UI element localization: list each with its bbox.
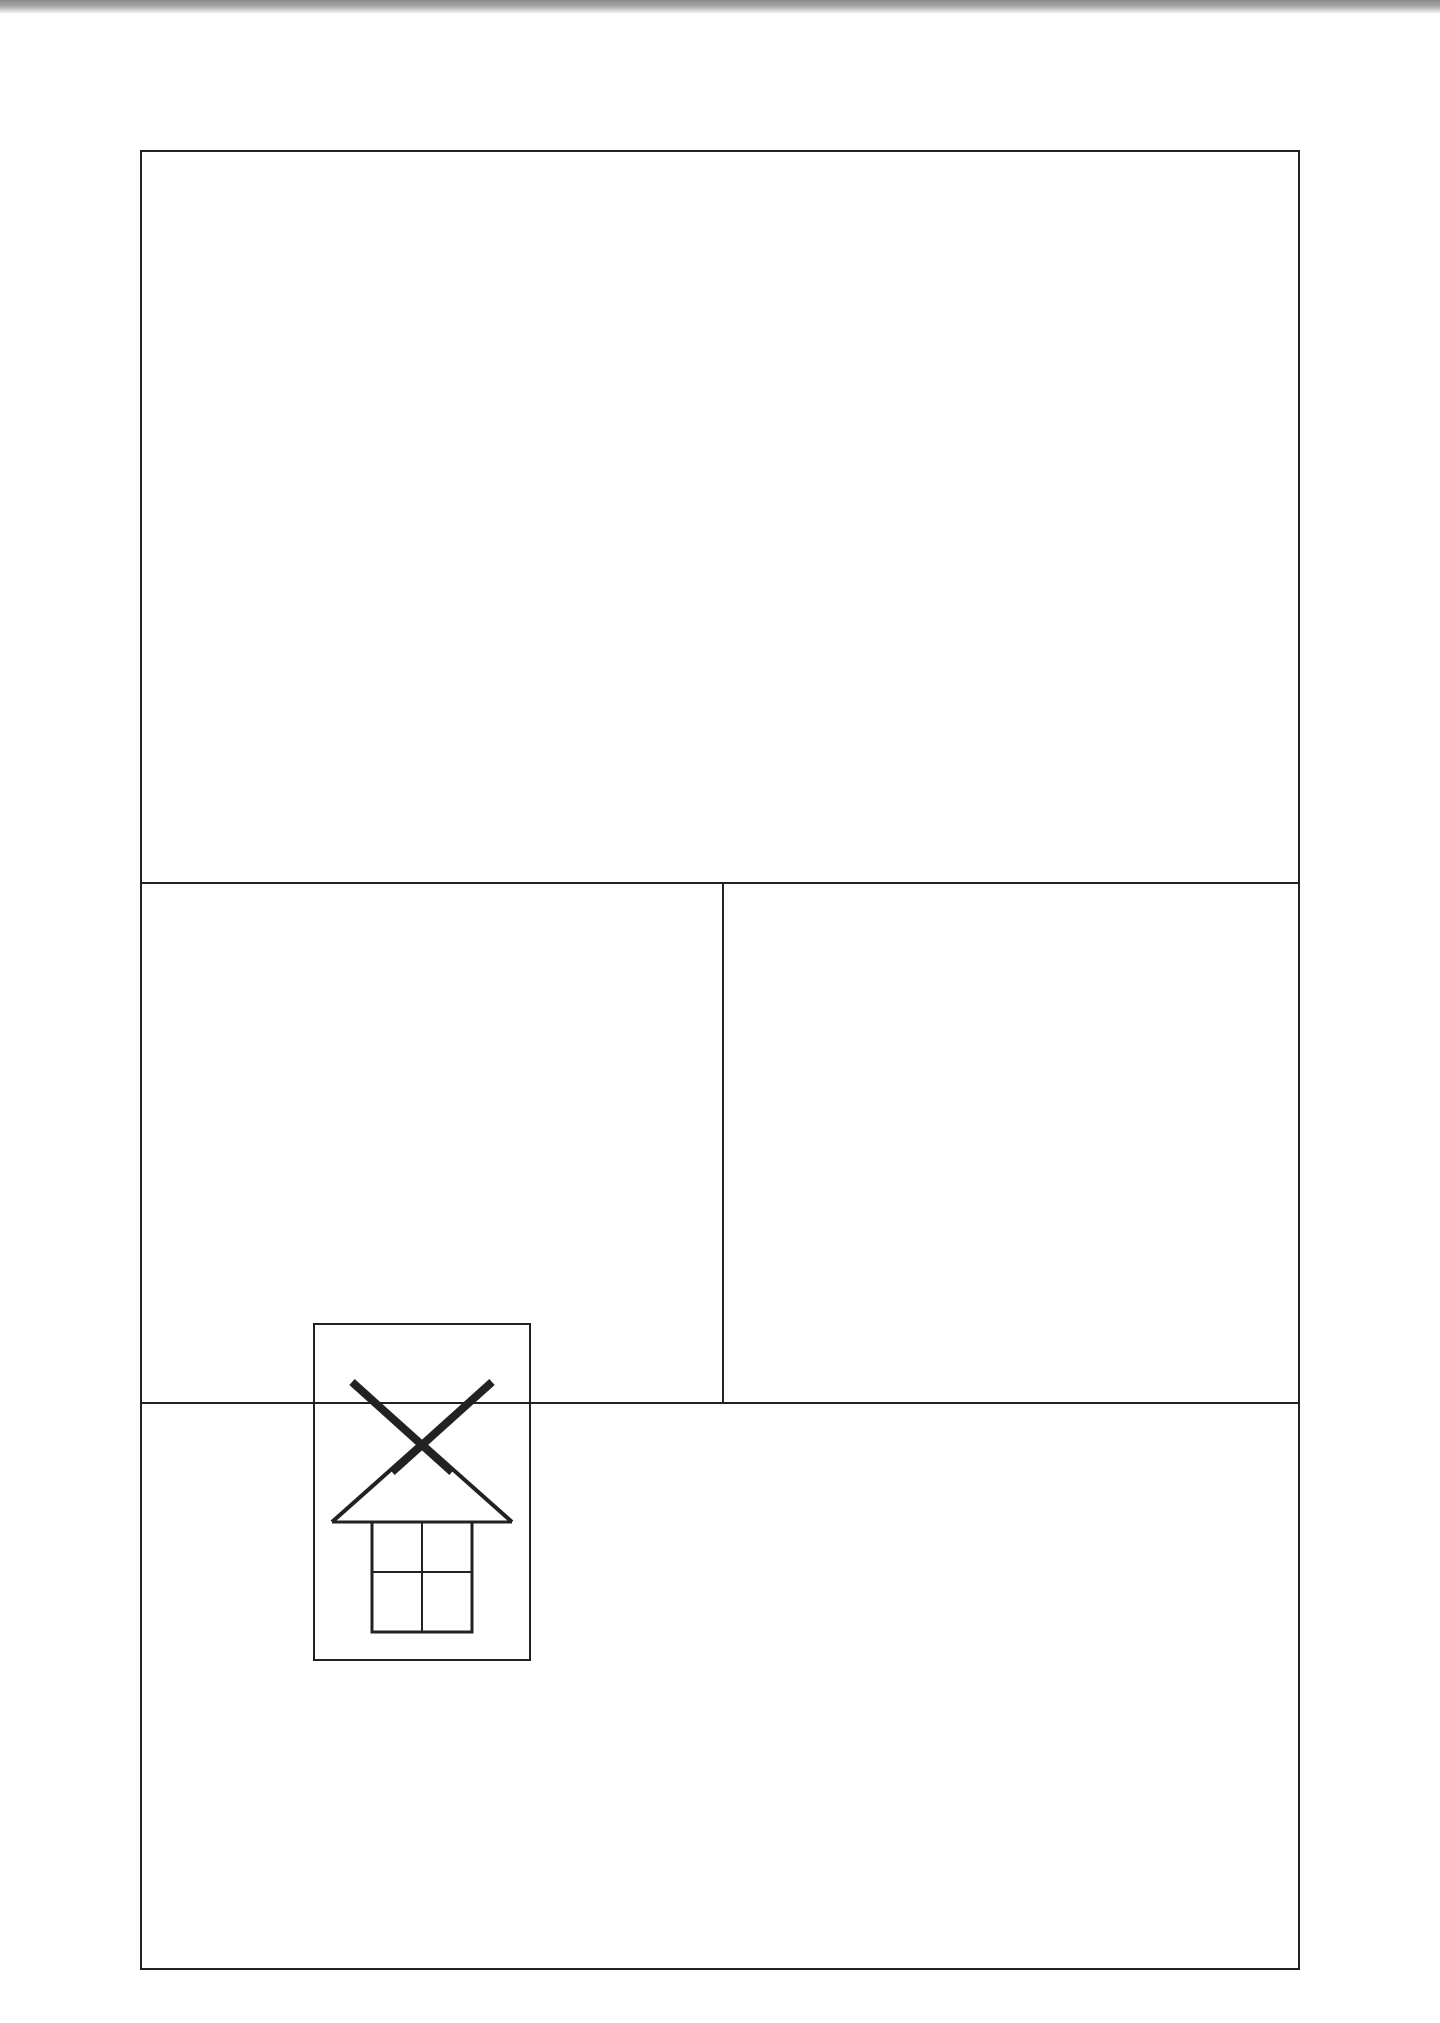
middle-columns [162, 892, 1282, 1392]
roof-slope-left [332, 1442, 422, 1522]
scan-edge [0, 0, 1440, 14]
middle-block [162, 892, 1282, 1392]
top-block [162, 172, 1282, 872]
divider-top-middle [142, 882, 1298, 884]
roof-slope-right [422, 1442, 512, 1522]
page-frame [140, 150, 1300, 1970]
top-columns [162, 172, 1282, 872]
chigi-illustration [312, 1322, 532, 1662]
